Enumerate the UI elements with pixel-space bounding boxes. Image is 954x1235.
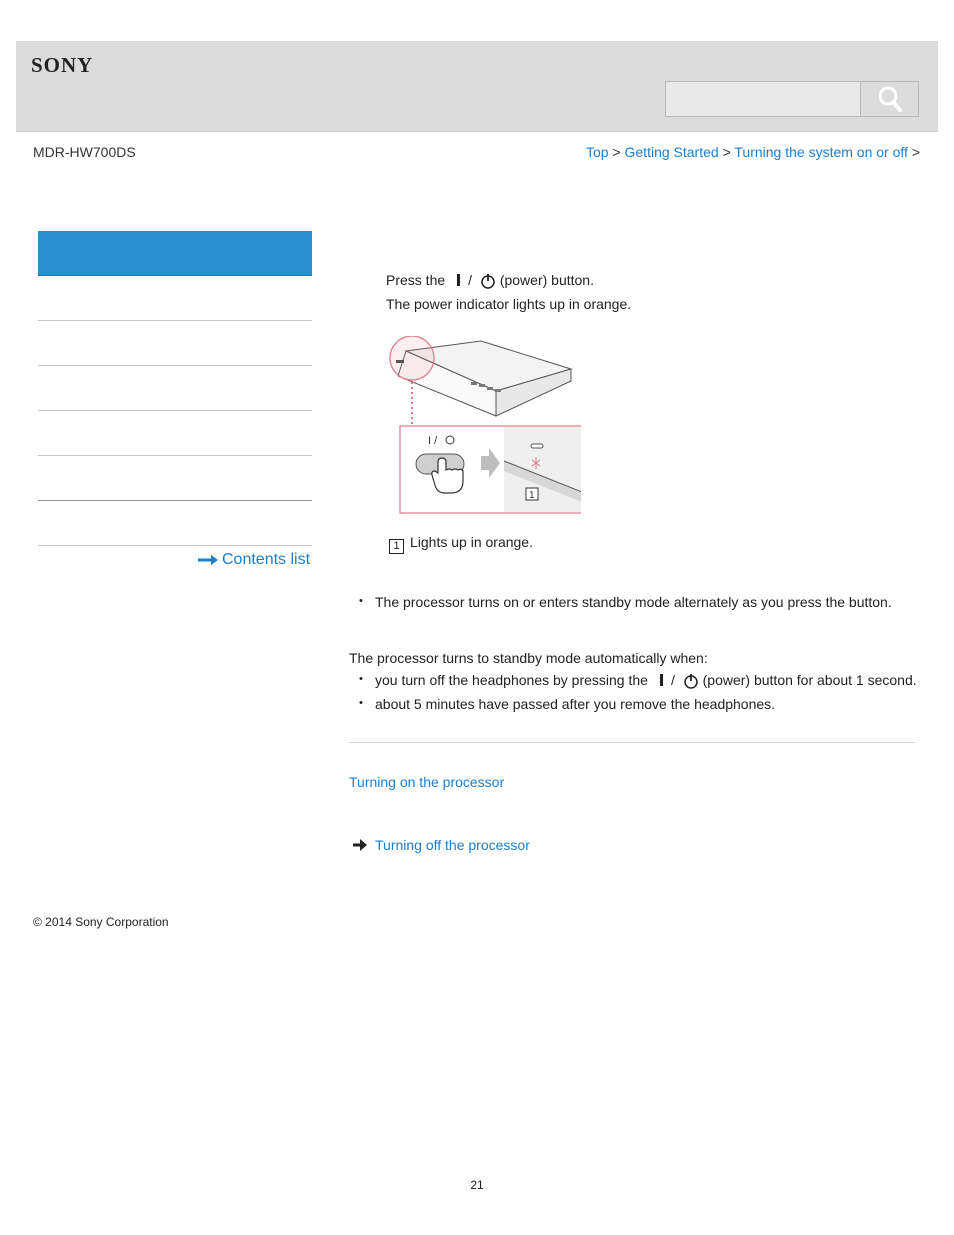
contents-list-link[interactable] [198,551,310,569]
search-icon [878,86,902,112]
sidebar-item[interactable] [38,366,312,411]
press-instruction [386,272,594,289]
breadcrumb-separator: > [722,144,731,160]
site-header [16,41,938,132]
processor-illustration [386,336,581,516]
breadcrumb-top[interactable]: Top [585,144,609,160]
power-icon [683,673,699,689]
sony-logo[interactable]: SONY [31,53,94,77]
figure-callout: 1 [529,490,535,501]
search-input[interactable] [666,82,874,116]
breadcrumb-getting-started[interactable]: Getting Started [624,144,719,160]
slash-text: / [468,272,473,288]
arrow-right-icon [353,839,367,851]
page-number: 21 [470,1178,484,1192]
product-name: MDR-HW700DS [33,144,136,160]
related-link-row [353,838,367,856]
power-icon [480,273,496,289]
standby-bullet-1 [375,672,917,689]
turning-off-link[interactable]: Turning off the processor [375,837,530,853]
caption-number: 1 [389,539,404,554]
breadcrumb [586,144,920,160]
indicator-text: The power indicator lights up in orange. [386,296,632,312]
on-bar-icon [660,674,663,686]
figure-power-label: I / [428,435,438,447]
sidebar-header [38,231,312,276]
standby-intro: The processor turns to standby mode automatically when: [349,650,708,666]
breadcrumb-turning-on-off[interactable]: Turning the system on or off [734,144,908,160]
breadcrumb-separator: > [612,144,621,160]
on-bar-icon [457,274,460,286]
sidebar-item[interactable] [38,456,312,501]
related-topic-title[interactable]: Turning on the processor [349,774,505,790]
press-text-end: (power) button. [499,272,594,288]
divider [349,742,915,743]
note-bullet: • The processor turns on or enters standby mode alternately as you press the button. [375,594,892,610]
sidebar-item[interactable] [38,276,312,321]
caption-text: Lights up in orange. [410,534,533,550]
search-box [665,81,919,117]
sidebar-item[interactable] [38,411,312,456]
copyright: © 2014 Sony Corporation [33,915,169,929]
slash-text: / [670,672,675,688]
arrow-right-icon [198,555,218,565]
search-button[interactable] [860,82,918,116]
press-text: Press the [386,272,446,288]
figure-caption [389,534,533,554]
sidebar-item[interactable] [38,501,312,546]
standby-bullet-2: • about 5 minutes have passed after you remove the headphones. [375,696,775,712]
contents-list-label: Contents list [222,551,311,568]
sidebar [38,231,312,546]
breadcrumb-separator: > [911,144,920,160]
standby-b1-text: you turn off the headphones by pressing the [375,672,648,688]
sidebar-item[interactable] [38,321,312,366]
standby-b1-end: (power) button for about 1 second. [702,672,917,688]
